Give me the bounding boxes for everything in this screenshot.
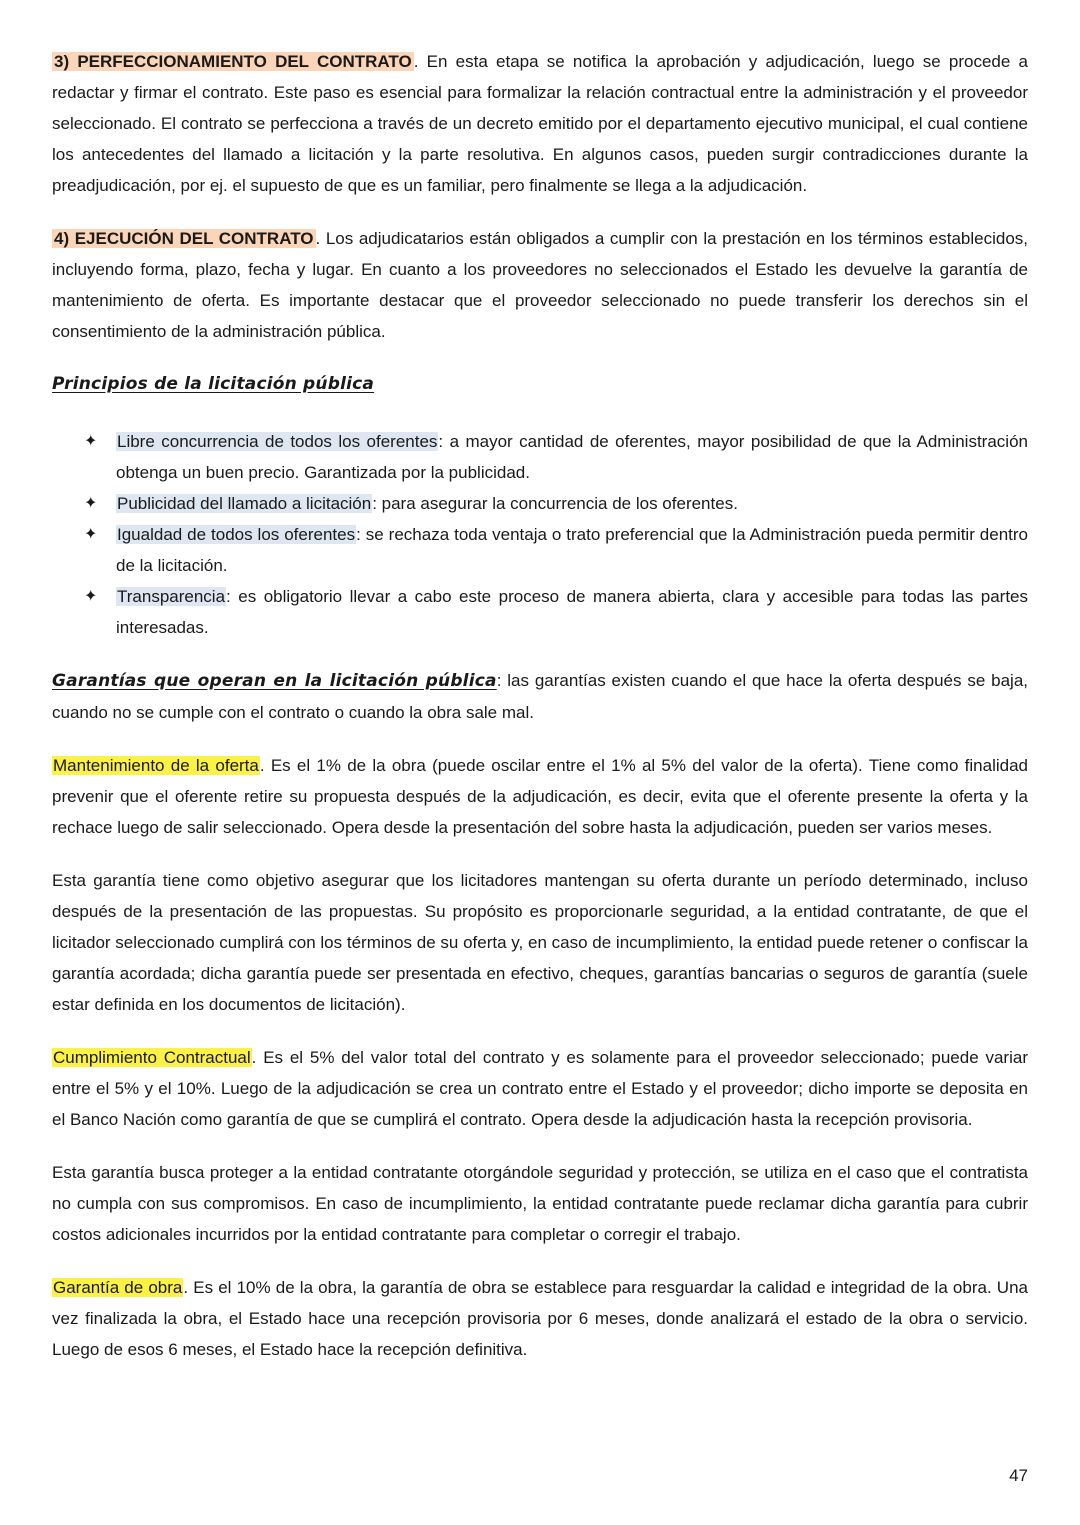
principio-term: Igualdad de todos los oferentes xyxy=(117,525,356,544)
section-label-perfeccionamiento: 3) PERFECCIONAMIENTO DEL CONTRATO xyxy=(54,52,412,71)
page-number: 47 xyxy=(1009,1466,1028,1485)
mantenimiento-text: . Es el 1% de la obra (puede oscilar entre el 1% al 5% del valor de la oferta). Tiene como finalidad prevenir que el oferente retire su propuesta después de la adjudicación, es decir, evita que el oferente presente la oferta y la rechace luego de salir seleccionado. Opera desde la presentación del sobre hasta la adjudicación, pueden ser varios meses. xyxy=(52,756,1028,837)
list-item xyxy=(52,519,1028,581)
section-ejecucion xyxy=(52,223,1028,347)
section-text-perfeccionamiento: . En esta etapa se notifica la aprobación y adjudicación, luego se procede a redactar y firmar el contrato. Este paso es esencial para formalizar la relación contractual entre la administración y el proveedor seleccionado. El contrato se perfecciona a través de un decreto emitido por el departamento ejecutivo municipal, el cual contiene los antecedentes del llamado a licitación y la parte resolutiva. En algunos casos, pueden surgir contradicciones durante la preadjudicación, por ej. el supuesto de que es un familiar, pero finalmente se llega a la adjudicación. xyxy=(52,52,1029,195)
cumplimiento-paragraph xyxy=(52,1042,1028,1135)
garantias-intro xyxy=(52,665,1028,728)
mantenimiento-paragraph xyxy=(52,750,1028,843)
obra-text: . Es el 10% de la obra, la garantía de obra se establece para resguardar la calidad e integridad de la obra. Una vez finalizada la obra, el Estado hace una recepción provisoria por 6 meses, donde analizará el estado de la obra o servicio. Luego de esos 6 meses, el Estado hace la recepción definitiva. xyxy=(52,1278,1028,1359)
garantias-text: : las garantías existen cuando el que hace la oferta después se baja, cuando no se cumple con el contrato o cuando la obra sale mal. xyxy=(52,671,1029,722)
four-pointed-star-icon: ✦ xyxy=(84,588,98,605)
cumplimiento-label: Cumplimiento Contractual xyxy=(53,1048,251,1067)
four-pointed-star-icon: ✦ xyxy=(84,495,98,512)
cumplimiento-text: . Es el 5% del valor total del contrato y es solamente para el proveedor seleccionado; puede variar entre el 5% y el 10%. Luego de la adjudicación se crea un contrato entre el Estado y el proveedor; dicho importe se deposita en el Banco Nación como garantía de que se cumplirá el contrato. Opera desde la adjudicación hasta la recepción provisoria. xyxy=(52,1048,1028,1129)
principio-term: Transparencia xyxy=(117,587,226,606)
garantias-heading: Garantías que operan en la licitación pública xyxy=(52,671,497,691)
principio-term: Publicidad del llamado a licitación xyxy=(117,494,372,513)
list-item xyxy=(52,581,1028,643)
section-text-ejecucion: . Los adjudicatarios están obligados a cumplir con la prestación en los términos establecidos, incluyendo forma, plazo, fecha y lugar. En cuanto a los proveedores no seleccionados el Estado les devuelve la garantía de mantenimiento de oferta. Es importante destacar que el proveedor seleccionado no puede transferir los derechos sin el consentimiento de la administración pública. xyxy=(52,229,1028,341)
section-perfeccionamiento xyxy=(52,46,1028,201)
page-content xyxy=(52,46,1028,1365)
obra-paragraph xyxy=(52,1272,1028,1365)
principio-text: : a mayor cantidad de oferentes, mayor posibilidad de que la Administración obtenga un buen precio. Garantizada por la publicidad. xyxy=(116,432,1028,482)
obra-label: Garantía de obra xyxy=(53,1278,183,1297)
principios-heading: Principios de la licitación pública xyxy=(52,374,375,394)
four-pointed-star-icon: ✦ xyxy=(84,433,98,450)
principio-term: Libre concurrencia de todos los oferentes xyxy=(117,432,438,451)
principios-list xyxy=(52,426,1028,643)
section-label-ejecucion: 4) EJECUCIÓN DEL CONTRATO xyxy=(54,229,314,248)
mantenimiento-label: Mantenimiento de la oferta xyxy=(53,756,259,775)
principio-text: : para asegurar la concurrencia de los oferentes. xyxy=(372,494,738,513)
four-pointed-star-icon: ✦ xyxy=(84,526,98,543)
cumplimiento-paragraph-2: Esta garantía busca proteger a la entidad contratante otorgándole seguridad y protección, se utiliza en el caso que el contratista no cumpla con sus compromisos. En caso de incumplimiento, la entidad contratante puede reclamar dicha garantía para cubrir costos adicionales incurridos por la entidad contratante para completar o corregir el trabajo. xyxy=(52,1163,1028,1244)
mantenimiento-paragraph-2: Esta garantía tiene como objetivo asegurar que los licitadores mantengan su oferta durante un período determinado, incluso después de la presentación de las propuestas. Su propósito es proporcionarle seguridad, a la entidad contratante, de que el licitador seleccionado cumplirá con los términos de su oferta y, en caso de incumplimiento, la entidad puede retener o confiscar la garantía acordada; dicha garantía puede ser presentada en efectivo, cheques, garantías bancarias o seguros de garantía (suele estar definida en los documentos de licitación). xyxy=(52,871,1028,1014)
list-item xyxy=(52,426,1028,488)
list-item xyxy=(52,488,1028,519)
principio-text: : es obligatorio llevar a cabo este proceso de manera abierta, clara y accesible para todas las partes interesadas. xyxy=(116,587,1028,637)
principio-text: : se rechaza toda ventaja o trato preferencial que la Administración pueda permitir dentro de la licitación. xyxy=(116,525,1028,575)
